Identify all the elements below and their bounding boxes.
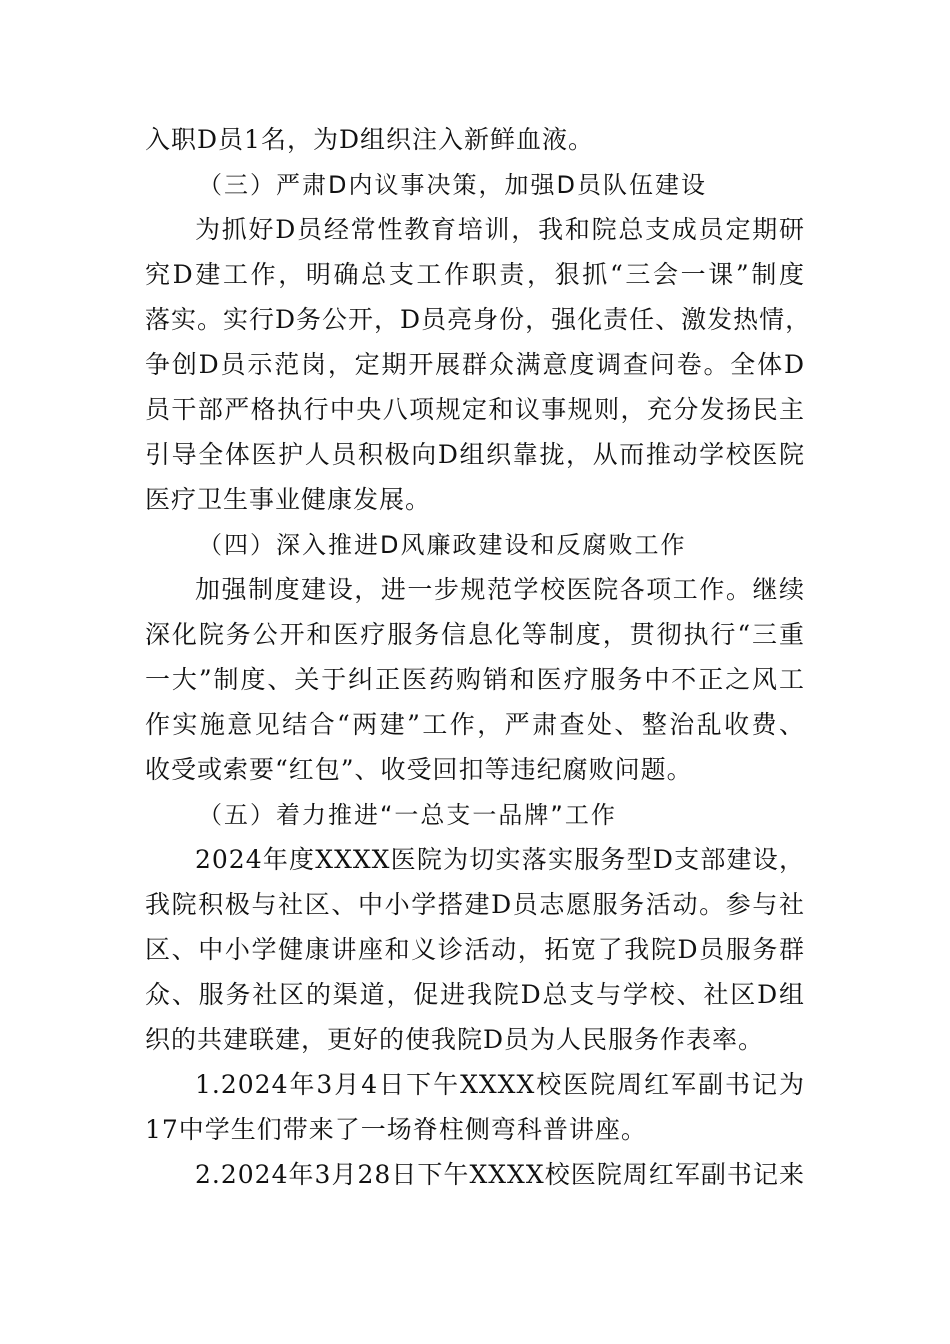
paragraph-line: 引导全体医护人员积极向D组织靠拢，从而推动学校医院	[145, 440, 805, 469]
paragraph-line: 员干部严格执行中央八项规定和议事规则，充分发扬民主	[145, 395, 805, 424]
paragraph-line: 一大”制度、关于纠正医药购销和医疗服务中不正之风工	[145, 665, 805, 694]
paragraph-line: 落实。实行D务公开，D员亮身份，强化责任、激发热情，	[145, 305, 812, 334]
paragraph-line: 织的共建联建，更好的使我院D员为人民服务作表率。	[145, 1025, 765, 1054]
paragraph-line: 加强制度建设，进一步规范学校医院各项工作。继续	[195, 575, 805, 604]
paragraph-line: 为抓好D员经常性教育培训，我和院总支成员定期研	[195, 215, 805, 244]
paragraph-line: 众、服务社区的渠道，促进我院D总支与学校、社区D组	[145, 980, 805, 1009]
paragraph-line: 入职D员1名，为D组织注入新鲜血液。	[145, 125, 594, 154]
paragraph-line: 我院积极与社区、中小学搭建D员志愿服务活动。参与社	[145, 890, 805, 919]
paragraph-line: 深化院务公开和医疗服务信息化等制度，贯彻执行“三重	[145, 620, 805, 649]
paragraph-line: 作实施意见结合“两建”工作，严肃查处、整治乱收费、	[145, 710, 805, 739]
paragraph-line: 区、中小学健康讲座和义诊活动，拓宽了我院D员服务群	[145, 935, 805, 964]
list-item-2: 2.2024年3月28日下午XXXX校医院周红军副书记来	[195, 1160, 805, 1189]
paragraph-line: 2024年度XXXX医院为切实落实服务型D支部建设，	[195, 845, 805, 874]
section-heading-3: （三）严肃D内议事决策，加强D员队伍建设	[198, 171, 707, 199]
paragraph-line: 争创D员示范岗，定期开展群众满意度调查问卷。全体D	[145, 350, 805, 379]
paragraph-line: 究D建工作，明确总支工作职责，狠抓“三会一课”制度	[145, 260, 805, 289]
section-heading-4: （四）深入推进D风廉政建设和反腐败工作	[198, 531, 687, 559]
list-item-1-continued: 17中学生们带来了一场脊柱侧弯科普讲座。	[145, 1115, 647, 1144]
list-item-1: 1.2024年3月4日下午XXXX校医院周红军副书记为	[195, 1070, 805, 1099]
section-heading-5: （五）着力推进“一总支一品牌”工作	[198, 801, 617, 829]
paragraph-line: 收受或索要“红包”、收受回扣等违纪腐败问题。	[145, 755, 693, 784]
paragraph-line: 医疗卫生事业健康发展。	[145, 485, 432, 514]
